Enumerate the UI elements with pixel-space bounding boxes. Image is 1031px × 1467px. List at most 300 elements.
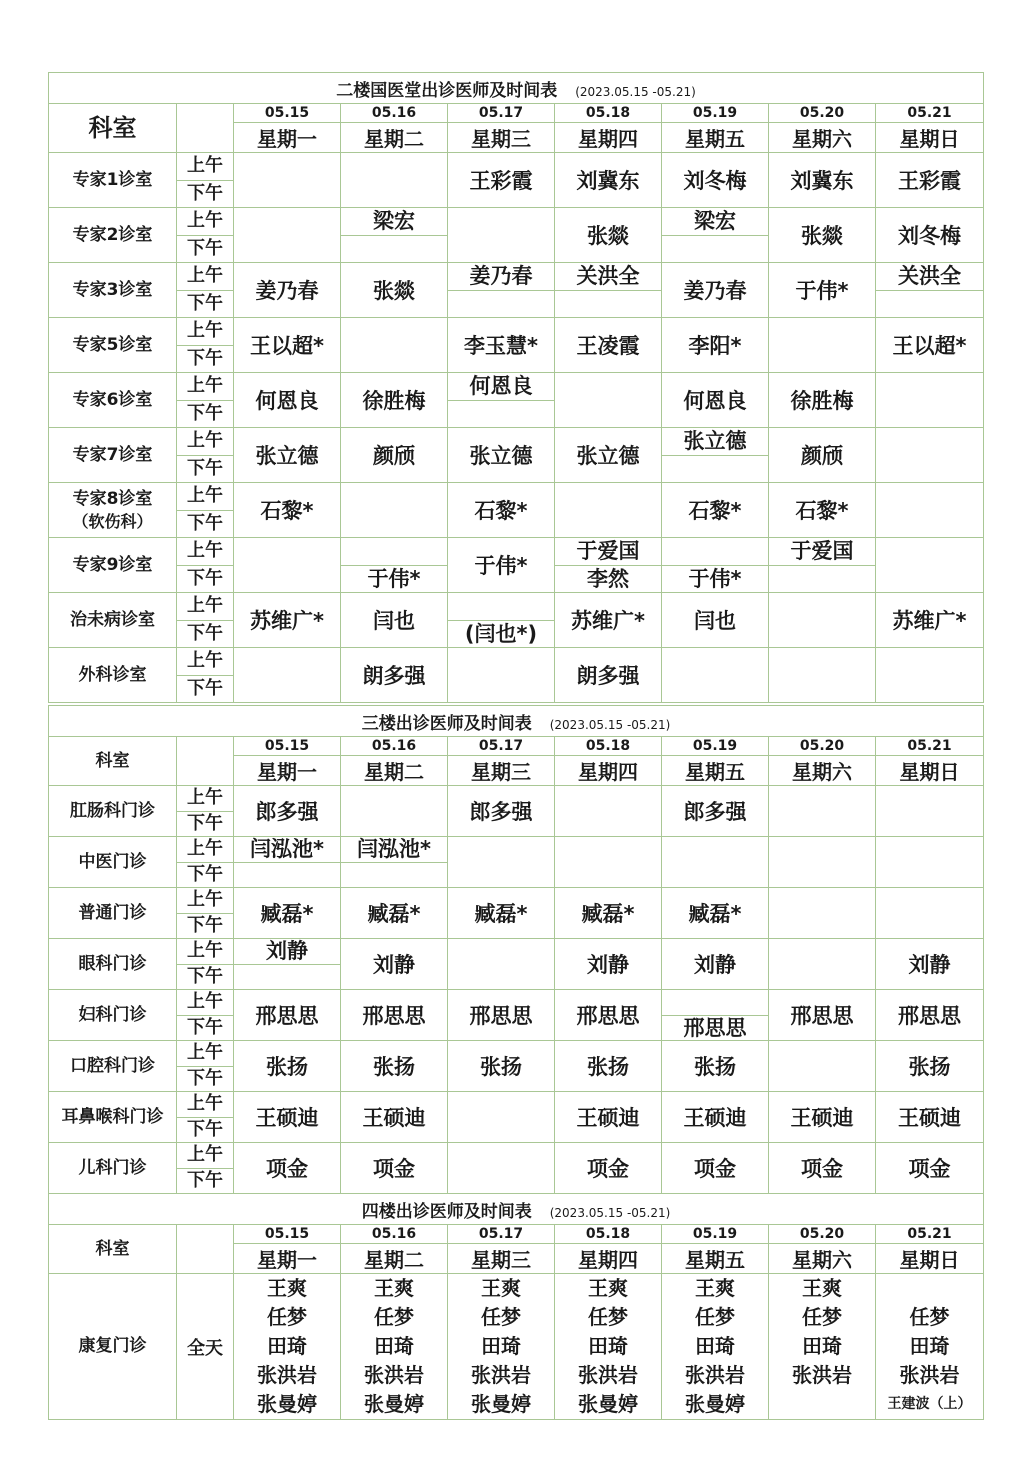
doctor-name: 李阳* (688, 334, 742, 358)
doctor-name: 邢思思 (469, 1004, 533, 1028)
doctor-name: 田琦 (909, 1334, 950, 1358)
floor2-weekday-6: 星期日 (876, 123, 984, 153)
doctor-name: 项金 (908, 1157, 951, 1181)
doctor-name: 于伟* (795, 279, 849, 303)
doctor-name: 颜颀 (373, 444, 415, 468)
half-divider (234, 862, 340, 863)
floor4-date-2: 05.17 (448, 1225, 555, 1244)
schedule-cell (662, 593, 769, 648)
schedule-cell (662, 1143, 769, 1194)
schedule-cell (448, 373, 555, 428)
floor2-title-bar (49, 73, 984, 104)
doctor-name: 项金 (587, 1157, 629, 1181)
schedule-cell (448, 593, 555, 648)
floor4-date-0: 05.15 (234, 1225, 341, 1244)
schedule-cell (662, 1092, 769, 1143)
doctor-name: 刘冀东 (576, 169, 640, 193)
table-row (49, 990, 984, 1016)
doctor-name: 刘冀东 (790, 169, 854, 193)
floor4-date-row (49, 1225, 984, 1244)
floor2-date-row (49, 104, 984, 123)
am-label: 上午 (177, 483, 234, 511)
schedule-cell (555, 939, 662, 990)
doctor-name: 邢思思 (790, 1004, 854, 1028)
half-divider (448, 400, 554, 401)
schedule-cell (555, 786, 662, 837)
am-label: 上午 (177, 153, 234, 181)
schedule-cell (448, 990, 555, 1041)
table-row (49, 648, 984, 676)
am-label: 上午 (177, 1041, 234, 1067)
floor3-weekday-2: 星期三 (448, 756, 555, 786)
schedule-cell (555, 1274, 662, 1420)
schedule-cell (769, 939, 876, 990)
doctor-name: 张扬 (480, 1055, 522, 1079)
doctor-name: 石黎* (474, 499, 528, 523)
doctor-name: 张曼婷 (685, 1392, 745, 1416)
schedule-cell (448, 153, 555, 208)
doctor-name: 于伟* (474, 554, 528, 578)
doctor-name: 王硕迪 (683, 1106, 747, 1130)
doctor-name: 王凌霞 (576, 334, 640, 358)
floor3-date-2: 05.17 (448, 737, 555, 756)
schedule-cell (555, 1143, 662, 1194)
schedule-cell (234, 373, 341, 428)
schedule-cell (341, 1092, 448, 1143)
schedule-cell (448, 263, 555, 318)
schedule-cell (341, 153, 448, 208)
schedule-cell (876, 990, 984, 1041)
floor4-title-bar (49, 1194, 984, 1225)
pm-label: 下午 (177, 811, 234, 837)
doctor-name: 王硕迪 (576, 1106, 640, 1130)
schedule-cell (555, 428, 662, 483)
floor3-weekday-0: 星期一 (234, 756, 341, 786)
floor2-weekday-4: 星期五 (662, 123, 769, 153)
floor3-title: 三楼出诊医师及时间表 (361, 713, 532, 734)
floor2-dept-6 (49, 483, 177, 538)
doctor-name-am: 梁宏 (373, 209, 415, 233)
schedule-cell (234, 318, 341, 373)
floor2-schedule-table (48, 72, 984, 703)
table-row (49, 1143, 984, 1169)
schedule-cell (769, 593, 876, 648)
dept-name: 专家1诊室 (72, 169, 153, 190)
half-divider (448, 290, 554, 291)
doctor-name: 张洪岩 (792, 1363, 852, 1387)
doctor-name: 张立德 (469, 444, 533, 468)
dept-name: 普通门诊 (78, 902, 147, 923)
schedule-cell (876, 1274, 984, 1420)
doctor-name (769, 1390, 875, 1419)
pm-label: 下午 (177, 235, 234, 263)
doctor-name: 张扬 (373, 1055, 415, 1079)
table-row (49, 1274, 984, 1420)
schedule-cell (876, 888, 984, 939)
schedule-cell (341, 483, 448, 538)
doctor-name: 刘静 (694, 953, 736, 977)
floor4-weekday-6: 星期日 (876, 1244, 984, 1274)
doctor-name: 张扬 (266, 1055, 308, 1079)
am-label: 上午 (177, 373, 234, 401)
floor4-blank-header (177, 1225, 234, 1274)
doctor-name: 田琦 (695, 1334, 735, 1358)
doctor-name-am: 张立德 (683, 429, 747, 453)
pm-label: 下午 (177, 1168, 234, 1194)
schedule-cell (448, 208, 555, 263)
schedule-cell (448, 888, 555, 939)
schedule-cell (448, 1274, 555, 1420)
schedule-cell (876, 939, 984, 990)
floor3-weekday-6: 星期日 (876, 756, 984, 786)
doctor-name: 张洪岩 (364, 1363, 424, 1387)
doctor-name: 项金 (694, 1157, 736, 1181)
schedule-cell (555, 483, 662, 538)
schedule-cell (448, 538, 555, 593)
floor2-weekday-3: 星期四 (555, 123, 662, 153)
doctor-name: 张燚 (373, 279, 415, 303)
doctor-name: 闫也 (694, 609, 736, 633)
schedule-cell (555, 990, 662, 1041)
doctor-name-am: 于爱国 (576, 539, 640, 563)
table-row (49, 593, 984, 621)
doctor-name: 臧磊* (581, 902, 635, 926)
floor4-date-6: 05.21 (876, 1225, 984, 1244)
doctor-name-am: 关洪全 (898, 264, 961, 288)
schedule-cell (876, 318, 984, 373)
schedule-cell (662, 208, 769, 263)
doctor-name-am: 姜乃春 (469, 264, 533, 288)
floor4-weekday-2: 星期三 (448, 1244, 555, 1274)
pm-label: 下午 (177, 1117, 234, 1143)
doctor-name: 项金 (266, 1157, 308, 1181)
schedule-cell (662, 538, 769, 593)
schedule-cell (555, 837, 662, 888)
table-row (49, 837, 984, 863)
doctor-name: 田琦 (802, 1334, 842, 1358)
dept-name: 耳鼻喉科门诊 (61, 1106, 164, 1127)
schedule-cell (234, 939, 341, 990)
doctor-name: 张曼婷 (257, 1392, 317, 1416)
doctor-name-am: 闫泓池* (250, 837, 324, 861)
pm-label: 下午 (177, 1066, 234, 1092)
floor3-date-range: (2023.05.15 -05.21) (549, 717, 671, 732)
schedule-cell (876, 538, 984, 593)
floor3-dept-7 (49, 1143, 177, 1194)
schedule-cell (769, 1274, 876, 1420)
floor3-date-0: 05.15 (234, 737, 341, 756)
floor2-weekday-0: 星期一 (234, 123, 341, 153)
schedule-cell (769, 208, 876, 263)
doctor-name: 臧磊* (260, 902, 314, 926)
dept-name: 专家5诊室 (72, 334, 153, 355)
doctor-name: 任梦 (267, 1305, 307, 1329)
schedule-cell (769, 990, 876, 1041)
schedule-cell (555, 648, 662, 703)
doctor-name: 王爽 (267, 1276, 307, 1300)
table-row (49, 263, 984, 291)
doctor-name: 王彩霞 (469, 169, 533, 193)
doctor-name: 王硕迪 (255, 1106, 319, 1130)
schedule-cell (234, 1041, 341, 1092)
doctor-name: 王爽 (802, 1276, 842, 1300)
floor3-weekday-5: 星期六 (769, 756, 876, 786)
floor4-date-3: 05.18 (555, 1225, 662, 1244)
schedule-cell (341, 1274, 448, 1420)
floor2-date-5: 05.20 (769, 104, 876, 123)
schedule-cell (769, 1041, 876, 1092)
pm-label: 下午 (177, 862, 234, 888)
doctor-name: 任梦 (481, 1305, 521, 1329)
floor3-date-5: 05.20 (769, 737, 876, 756)
floor2-date-range: (2023.05.15 -05.21) (575, 84, 696, 99)
pm-label: 下午 (177, 1015, 234, 1041)
doctor-name-pm: (闫也*) (464, 621, 538, 646)
schedule-cell (769, 648, 876, 703)
schedule-cell (234, 208, 341, 263)
pm-label: 下午 (177, 455, 234, 483)
schedule-cell (876, 786, 984, 837)
schedule-cell (341, 837, 448, 888)
floor2-date-3: 05.18 (555, 104, 662, 123)
schedule-cell (769, 263, 876, 318)
schedule-cell (555, 1041, 662, 1092)
floor3-dept-2 (49, 888, 177, 939)
schedule-cell (876, 483, 984, 538)
schedule-cell (234, 888, 341, 939)
table-row (49, 1041, 984, 1067)
doctor-name-pm: 于伟* (688, 566, 742, 591)
dept-name: 妇科门诊 (78, 1004, 147, 1025)
schedule-cell (876, 153, 984, 208)
floor3-dept-1 (49, 837, 177, 888)
floor4-weekday-4: 星期五 (662, 1244, 769, 1274)
floor4-title: 四楼出诊医师及时间表 (361, 1201, 532, 1222)
floor4-date-1: 05.16 (341, 1225, 448, 1244)
doctor-name-am: 于爱国 (790, 539, 854, 563)
table-row (49, 428, 984, 456)
floor2-date-0: 05.15 (234, 104, 341, 123)
pm-label: 下午 (177, 565, 234, 593)
doctor-name: 张洪岩 (899, 1363, 960, 1387)
schedule-cell (662, 837, 769, 888)
schedule-cell (448, 786, 555, 837)
floor4-date-4: 05.19 (662, 1225, 769, 1244)
pm-label: 下午 (177, 290, 234, 318)
doctor-name: 田琦 (588, 1334, 628, 1358)
schedule-cell (234, 1143, 341, 1194)
schedule-cell (341, 208, 448, 263)
table-row (49, 538, 984, 566)
floor4-weekday-1: 星期二 (341, 1244, 448, 1274)
doctor-name: 臧磊* (367, 902, 421, 926)
doctor-name: 郎多强 (683, 800, 747, 824)
floor2-title: 二楼国医堂出诊医师及时间表 (336, 80, 558, 101)
floor2-dept-1 (49, 208, 177, 263)
doctor-name: 张洪岩 (578, 1363, 638, 1387)
schedule-cell (876, 1092, 984, 1143)
am-label: 上午 (177, 990, 234, 1016)
doctor-name: 臧磊* (474, 902, 528, 926)
floor3-date-3: 05.18 (555, 737, 662, 756)
dept-name: 肛肠科门诊 (70, 800, 155, 821)
floor4-weekday-5: 星期六 (769, 1244, 876, 1274)
schedule-cell (662, 1041, 769, 1092)
floor3-dept-5 (49, 1041, 177, 1092)
schedule-cell (662, 483, 769, 538)
dept-subname: （软伤科） (72, 511, 153, 531)
schedule-cell (448, 648, 555, 703)
floor2-dept-4 (49, 373, 177, 428)
am-label: 上午 (177, 428, 234, 456)
doctor-name: 张曼婷 (471, 1392, 531, 1416)
schedule-cell (234, 1092, 341, 1143)
doctor-name: 任梦 (802, 1305, 842, 1329)
schedule-cell (769, 428, 876, 483)
am-label: 上午 (177, 318, 234, 346)
am-label: 上午 (177, 538, 234, 566)
am-label: 上午 (177, 208, 234, 236)
floor2-date-1: 05.16 (341, 104, 448, 123)
doctor-name: 邢思思 (255, 1004, 319, 1028)
floor3-weekday-3: 星期四 (555, 756, 662, 786)
doctor-name: 徐胜梅 (790, 389, 854, 413)
schedule-cell (662, 318, 769, 373)
schedule-cell (448, 837, 555, 888)
doctor-name: 王彩霞 (898, 169, 961, 193)
dept-name: 治未病诊室 (70, 609, 155, 630)
schedule-cell (555, 1092, 662, 1143)
dept-name: 外科诊室 (78, 664, 147, 685)
schedule-cell (662, 373, 769, 428)
schedule-cell (769, 483, 876, 538)
half-divider (341, 235, 447, 236)
schedule-cell (234, 483, 341, 538)
floor2-dept-3 (49, 318, 177, 373)
doctor-name: 王硕迪 (790, 1106, 854, 1130)
schedule-cell (341, 990, 448, 1041)
schedule-cell (769, 888, 876, 939)
schedule-cell (769, 538, 876, 593)
floor3-title-bar (49, 706, 984, 737)
half-divider (662, 235, 768, 236)
schedule-cell (341, 1041, 448, 1092)
doctor-name: 王硕迪 (898, 1106, 962, 1130)
floor2-weekday-2: 星期三 (448, 123, 555, 153)
floor2-blank-header (177, 104, 234, 153)
floor3-date-row (49, 737, 984, 756)
floor4-dept-0: 康复门诊 (49, 1274, 177, 1420)
floor3-date-1: 05.16 (341, 737, 448, 756)
floor2-date-6: 05.21 (876, 104, 984, 123)
floor2-date-4: 05.19 (662, 104, 769, 123)
am-label: 上午 (177, 939, 234, 965)
am-label: 上午 (177, 593, 234, 621)
schedule-cell (769, 1092, 876, 1143)
dept-name: 专家6诊室 (72, 389, 153, 410)
floor3-weekday-1: 星期二 (341, 756, 448, 786)
floor2-dept-header: 科室 (49, 104, 177, 153)
schedule-cell (555, 153, 662, 208)
doctor-name: 刘静 (908, 953, 951, 977)
schedule-cell (448, 318, 555, 373)
pm-label: 下午 (177, 913, 234, 939)
schedule-cell (448, 1041, 555, 1092)
doctor-name-am: 梁宏 (694, 209, 736, 233)
schedule-cell (234, 593, 341, 648)
doctor-name: 闫也 (373, 609, 415, 633)
floor3-date-6: 05.21 (876, 737, 984, 756)
am-label: 上午 (177, 786, 234, 812)
schedule-cell (234, 1274, 341, 1420)
schedule-cell (234, 153, 341, 208)
table-row (49, 939, 984, 965)
doctor-name: 张曼婷 (364, 1392, 424, 1416)
dept-name: 儿科门诊 (78, 1157, 147, 1178)
schedule-cell (876, 208, 984, 263)
schedule-cell (876, 1041, 984, 1092)
schedule-cell (662, 428, 769, 483)
schedule-cell (448, 483, 555, 538)
dept-name: 专家8诊室 (72, 488, 153, 509)
doctor-name: 刘冬梅 (898, 224, 961, 248)
am-label: 上午 (177, 837, 234, 863)
doctor-name: 张扬 (908, 1055, 951, 1079)
dept-name: 中医门诊 (78, 851, 147, 872)
am-label: 上午 (177, 648, 234, 676)
doctor-name: 任梦 (588, 1305, 628, 1329)
doctor-name: 王爽 (374, 1276, 414, 1300)
schedule-cell (769, 373, 876, 428)
doctor-name: 姜乃春 (255, 279, 319, 303)
schedule-cell (448, 1143, 555, 1194)
schedule-cell (876, 593, 984, 648)
pm-label: 下午 (177, 620, 234, 648)
floor3-weekday-4: 星期五 (662, 756, 769, 786)
doctor-name: 石黎* (795, 499, 849, 523)
schedule-cell (341, 648, 448, 703)
schedule-cell (662, 1274, 769, 1420)
schedule-cell (234, 990, 341, 1041)
schedule-cell (662, 888, 769, 939)
schedule-cell (234, 428, 341, 483)
schedule-cell (555, 593, 662, 648)
doctor-name: 何恩良 (255, 389, 319, 413)
schedule-cell (234, 837, 341, 888)
doctor-name: 项金 (373, 1157, 415, 1181)
table-row (49, 786, 984, 812)
schedule-cell (341, 939, 448, 990)
am-label: 上午 (177, 1092, 234, 1118)
doctor-name: 张立德 (576, 444, 640, 468)
am-label: 上午 (177, 263, 234, 291)
doctor-name: 田琦 (481, 1334, 521, 1358)
floor3-dept-6 (49, 1092, 177, 1143)
doctor-name: 石黎* (260, 499, 314, 523)
table-row (49, 373, 984, 401)
doctor-name: 郎多强 (469, 800, 533, 824)
schedule-cell (876, 263, 984, 318)
floor3-dept-4 (49, 990, 177, 1041)
half-divider (234, 964, 340, 965)
pm-label: 下午 (177, 510, 234, 538)
pm-label: 下午 (177, 180, 234, 208)
floor3-dept-0 (49, 786, 177, 837)
doctor-name-am: 关洪全 (576, 264, 640, 288)
pm-label: 下午 (177, 675, 234, 703)
table-row (49, 888, 984, 914)
am-label: 上午 (177, 888, 234, 914)
